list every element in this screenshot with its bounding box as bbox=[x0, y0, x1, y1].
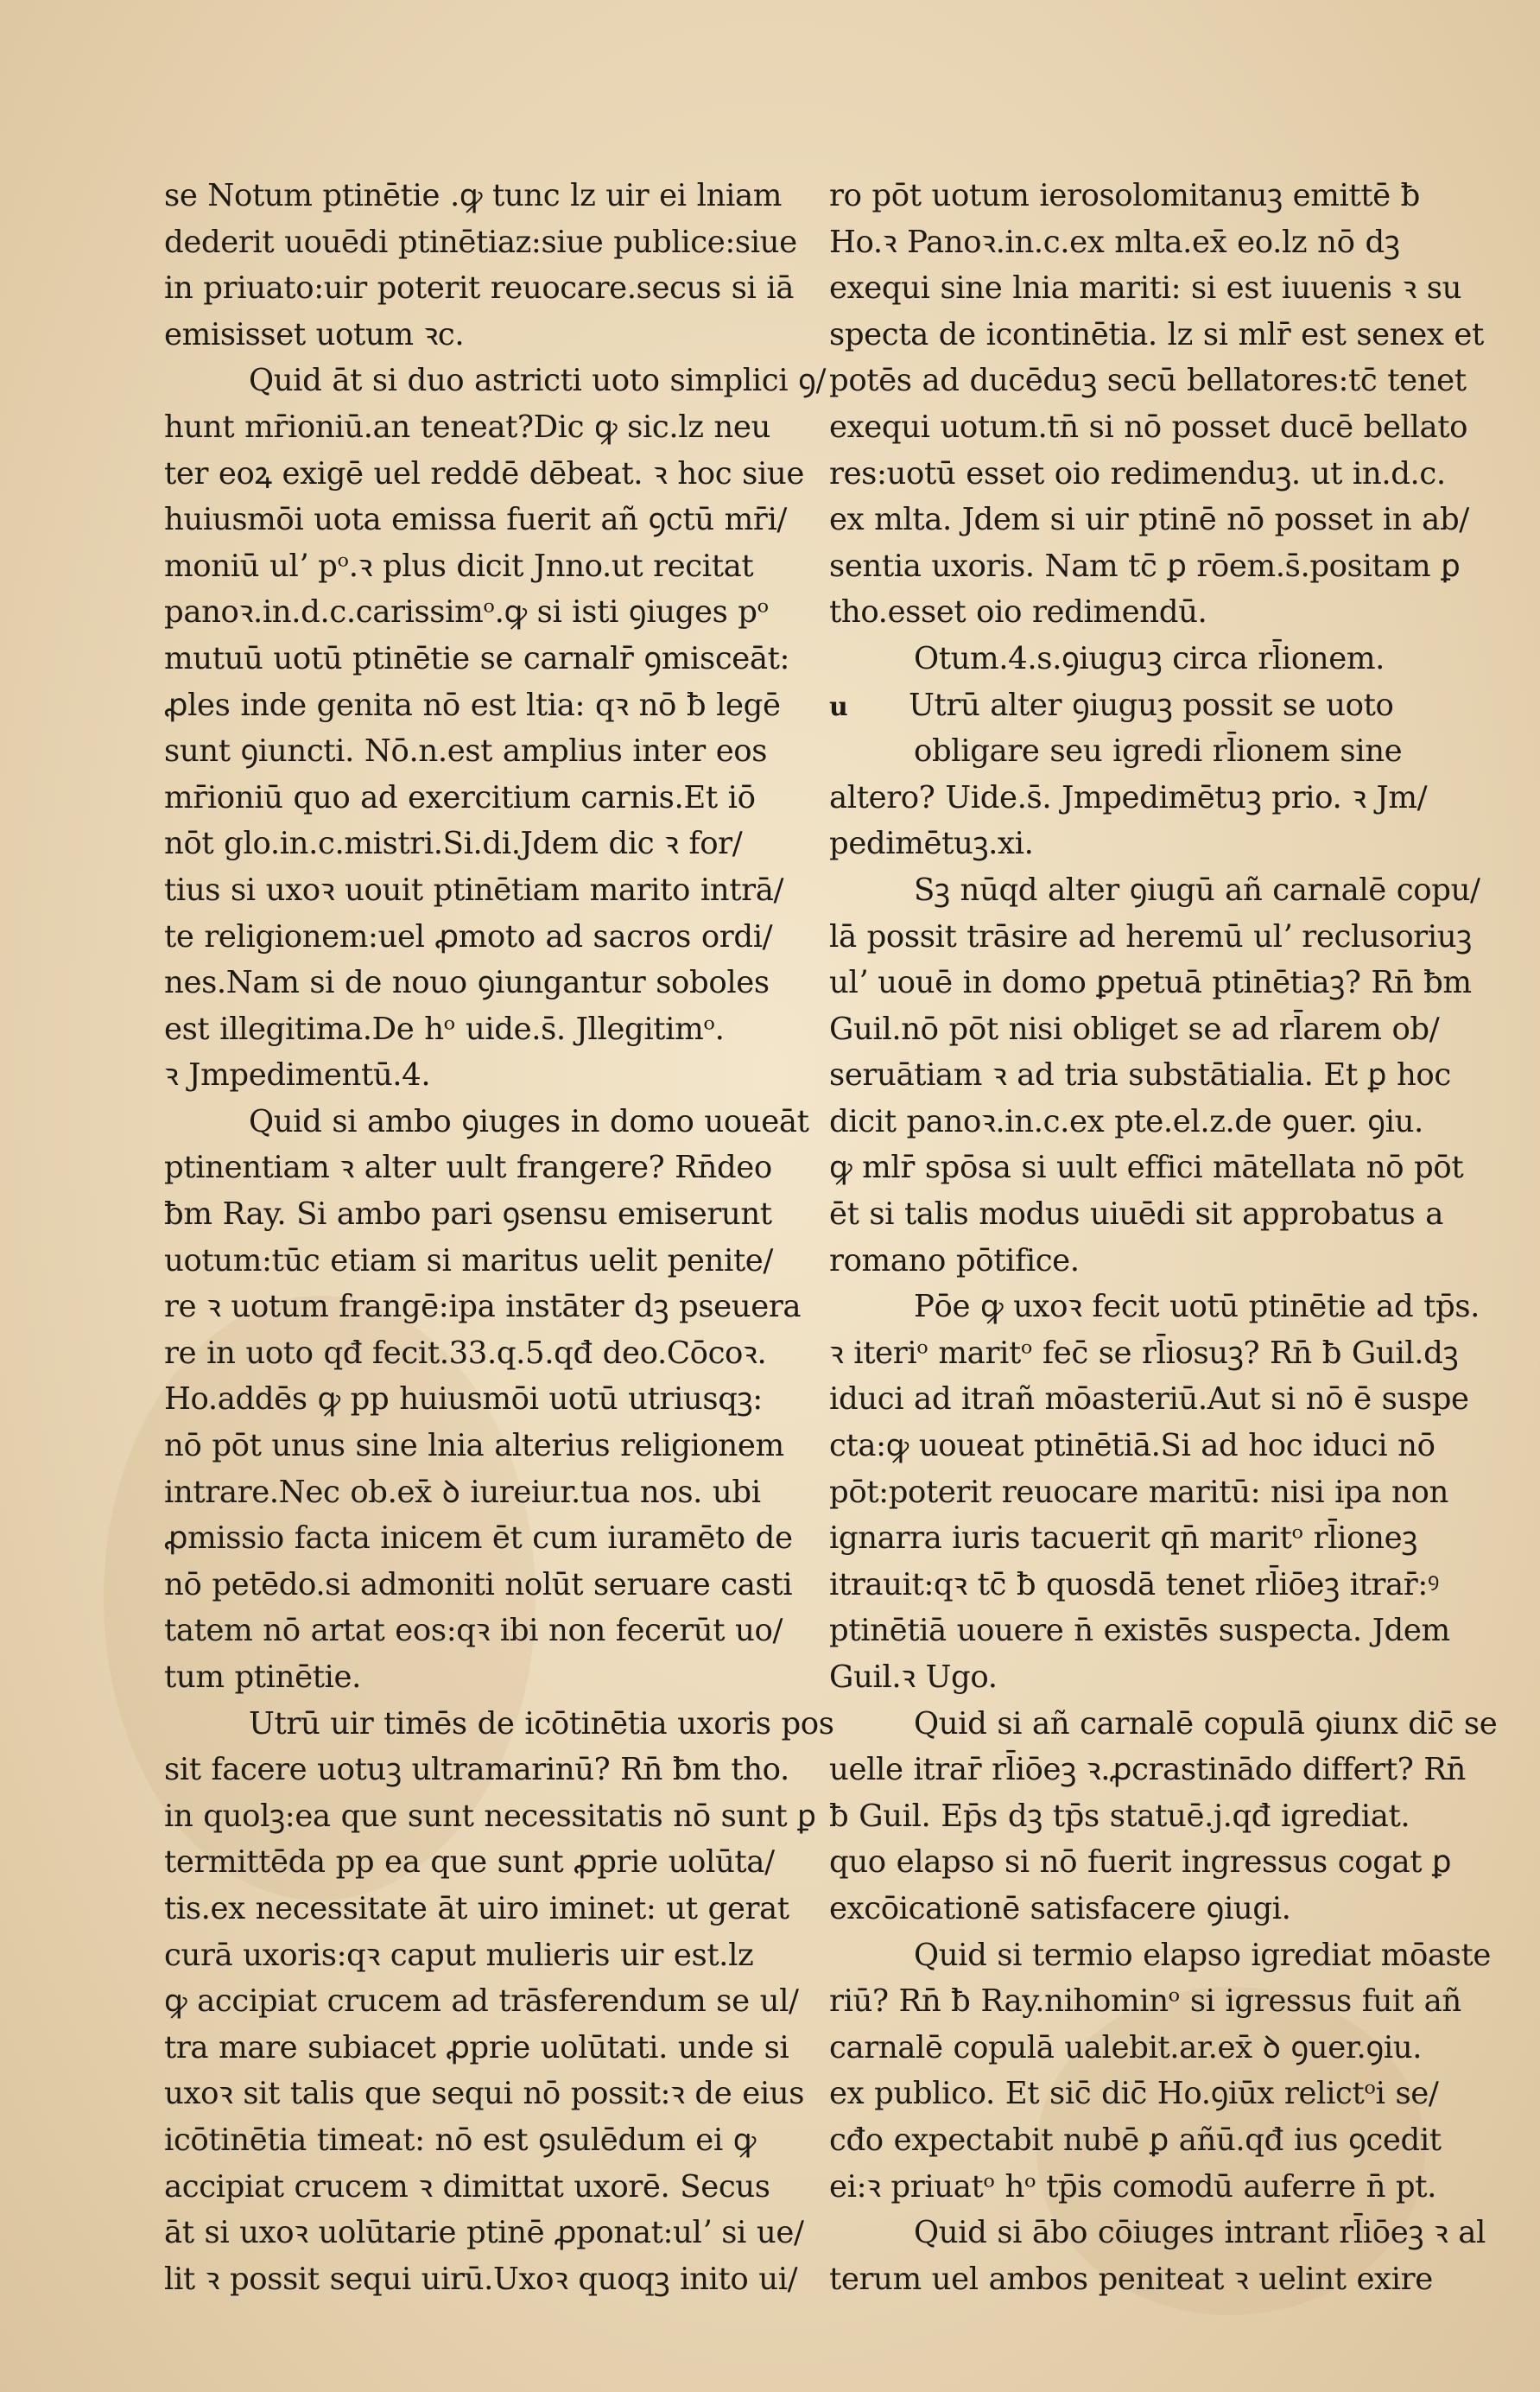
text-line-content: sentia uxoris. Nam tc̄ ꝑ rōem.s̄.positam ꝑ bbox=[829, 548, 1461, 584]
guide-letter: u bbox=[829, 691, 848, 722]
text-line-content: ƀ Guil. Ep̄s dꝫ tp̄s statuē.j.qđ igrediat. bbox=[829, 1798, 1410, 1834]
text-line-content: ei:ꝛ priuatᵒ hᵒ tp̄is comodū auferre n̄ pt. bbox=[829, 2168, 1437, 2205]
text-line-content: obligare seu igredi rl̄ionem sine bbox=[914, 733, 1403, 770]
text-line-content: lit ꝛ possit sequi uirū.Uxoꝛ quoqꝫ inito ui/ bbox=[164, 2261, 798, 2297]
text-line-content: excōicationē satisfacere ꝯiugi. bbox=[829, 1890, 1291, 1926]
text-line-content: itrauit:qꝛ tc̄ ƀ quosdā tenet rl̄iōeꝫ itrar̄:ꝰ bbox=[829, 1566, 1440, 1602]
text-line bbox=[829, 960, 1472, 1006]
text-line-content: re ꝛ uotum frangē:ipa instāter dꝫ pseuera bbox=[164, 1289, 802, 1325]
text-line bbox=[164, 1145, 790, 1191]
text-line-content: romano pōtifice. bbox=[829, 1242, 1080, 1278]
text-line bbox=[164, 1191, 790, 1238]
text-line bbox=[829, 2164, 1437, 2211]
text-line-content: est illegitima.De hᵒ uide.s̄. Jllegitimᵒ. bbox=[164, 1011, 725, 1047]
text-line-content: se Notum ptinētie .ꝙ tunc lz uir ei lniam bbox=[164, 178, 783, 213]
text-line-content: tho.esset oio redimendū. bbox=[829, 594, 1207, 631]
text-line bbox=[164, 543, 790, 590]
text-line bbox=[829, 1654, 1425, 1701]
text-line-content: lā possit trāsire ad heremū ulʼ reclusoriuꝫ bbox=[829, 918, 1472, 955]
text-line-content: mutuū uotū ptinētie se carnalr̄ ꝯmisceāt: bbox=[164, 640, 790, 676]
text-line bbox=[164, 1747, 790, 1793]
text-line-content: ex mlta. Jdem si uir ptinē nō posset in ab/ bbox=[829, 502, 1469, 538]
text-line bbox=[829, 1608, 1450, 1654]
text-line bbox=[829, 404, 1468, 451]
text-line-content: cta:ꝙ uoueat ptinētiā.Si ad hoc iduci nō bbox=[829, 1428, 1435, 1464]
text-line bbox=[829, 265, 1462, 312]
text-line-content: potēs ad ducēduꝫ secū bellatores:tc̄ tenet bbox=[829, 363, 1467, 399]
text-line-content: in quolꝫ:ea que sunt necessitatis nō sunt ꝑ bbox=[164, 1798, 816, 1834]
text-line bbox=[164, 728, 790, 775]
text-line bbox=[164, 775, 790, 822]
text-line-content: Pōe ꝙ uxoꝛ fecit uotū ptinētie ad tp̄s. bbox=[914, 1289, 1480, 1325]
text-line bbox=[164, 1654, 790, 1701]
text-line bbox=[829, 173, 1425, 219]
text-line-content: Quid si ābo cōiuges intrant rl̄iōeꝫ ꝛ al bbox=[914, 2215, 1486, 2251]
text-line bbox=[829, 1376, 1469, 1423]
text-line bbox=[164, 404, 790, 451]
text-line-content: altero? Uide.s̄. Jmpedimētuꝫ prio. ꝛ Jm/ bbox=[829, 779, 1428, 815]
text-line bbox=[829, 1886, 1425, 1932]
text-line bbox=[829, 1145, 1464, 1191]
text-line-content: seruātiam ꝛ ad tria substātialia. Et ꝑ hoc bbox=[829, 1057, 1451, 1094]
text-line bbox=[829, 728, 1425, 775]
text-line-content: riū? Rn̄ ƀ Ray.nihominᵒ si igressus fuit añ bbox=[829, 1983, 1461, 2020]
text-line-content: Utrū uir timēs de icōtinētia uxoris pos bbox=[249, 1705, 834, 1742]
text-line-content: quo elapso si nō fuerit ingressus cogat ꝑ bbox=[829, 1844, 1452, 1881]
text-line bbox=[164, 1515, 793, 1562]
text-line bbox=[164, 2164, 790, 2211]
text-line-content: moniū ulʼ pᵒ.ꝛ plus dicit Jnno.ut recitat bbox=[164, 548, 754, 584]
text-line-content: uelle itrar̄ rl̄iōeꝫ ꝛ.ꝓcrastinādo differt? Rn̄ bbox=[829, 1752, 1467, 1788]
text-line-content: hunt mr̄ioniū.an teneat?Dic ꝙ sic.lz neu bbox=[164, 409, 770, 445]
text-line-content: Guil.nō pōt nisi obliget se ad rl̄arem ob/ bbox=[829, 1011, 1440, 1047]
text-line bbox=[829, 1099, 1425, 1145]
text-line bbox=[164, 1423, 790, 1469]
text-line-content: cđo expectabit nubē ꝑ añū.qđ ius ꝯcedit bbox=[829, 2122, 1442, 2158]
text-line bbox=[829, 589, 1425, 636]
text-line bbox=[164, 2071, 805, 2117]
text-line bbox=[164, 2210, 804, 2256]
text-line bbox=[164, 1562, 793, 1608]
text-line-content: ptinētiā uouere n̄ existēs suspecta. Jdem bbox=[829, 1613, 1450, 1649]
text-line bbox=[164, 1284, 802, 1330]
text-line bbox=[164, 1099, 809, 1145]
text-line-content: Guil.ꝛ Ugo. bbox=[829, 1659, 998, 1695]
text-line-content: ēt si talis modus uiuēdi sit approbatus a bbox=[829, 1196, 1444, 1233]
text-line bbox=[164, 1330, 790, 1377]
text-line bbox=[164, 636, 790, 682]
text-line-content: res:uotū esset oio redimenduꝫ. ut in.d.c. bbox=[829, 455, 1446, 492]
text-line-content: ƀm Ray. Si ambo pari ꝯsensu emiserunt bbox=[164, 1196, 772, 1233]
text-line bbox=[164, 1469, 790, 1516]
text-line-content: ignarra iuris tacuerit qn̄ maritᵒ rl̄ioneꝫ bbox=[829, 1520, 1417, 1557]
text-line-content: iduci ad itrañ mōasteriū.Aut si nō ē suspe bbox=[829, 1381, 1469, 1418]
text-line-content: exequi sine lnia mariti: si est iuuenis ꝛ su bbox=[829, 270, 1462, 307]
text-line-content: specta de icontinētia. lz si mlr̄ est senex et bbox=[829, 316, 1484, 352]
text-line bbox=[164, 219, 797, 266]
text-line bbox=[829, 1515, 1425, 1562]
text-line bbox=[829, 775, 1428, 822]
text-line bbox=[164, 914, 790, 961]
text-line bbox=[164, 1238, 790, 1285]
text-line bbox=[164, 1006, 790, 1053]
text-line bbox=[164, 1932, 790, 1979]
text-line-content: Quid si ambo ꝯiuges in domo uoueāt bbox=[249, 1103, 809, 1139]
text-line bbox=[829, 2256, 1433, 2303]
text-line bbox=[829, 1932, 1491, 1979]
text-line-content: terum uel ambos peniteat ꝛ uelint exire bbox=[829, 2261, 1433, 2297]
text-line-content: Quid si añ carnalē copulā ꝯiunx dic̄ se bbox=[914, 1705, 1498, 1742]
text-line bbox=[829, 1747, 1467, 1793]
text-line bbox=[164, 265, 795, 312]
text-line bbox=[164, 2256, 798, 2303]
text-line-content: dederit uouēdi ptinētiaz:siue publice:siue bbox=[164, 224, 797, 260]
text-line bbox=[829, 1006, 1440, 1053]
text-line-content: te religionem:uel ꝓmoto ad sacros ordi/ bbox=[164, 918, 773, 955]
text-line-content: ex publico. Et sic̄ dic̄ Ho.ꝯiūx relictᵒi se/ bbox=[829, 2076, 1439, 2112]
text-line bbox=[164, 1839, 790, 1886]
text-line-content: nes.Nam si de nouo ꝯiungantur soboles bbox=[164, 965, 770, 1001]
text-line bbox=[164, 867, 790, 914]
text-line-content: huiusmōi uota emissa fuerit añ ꝯctū mr̄i/ bbox=[164, 502, 787, 538]
text-line bbox=[829, 1238, 1425, 1285]
text-line-content: ro pōt uotum ierosolomitanuꝫ emittē ƀ bbox=[829, 178, 1420, 213]
text-line-content: uxoꝛ sit talis que sequi nō possit:ꝛ de eius bbox=[164, 2076, 805, 2112]
text-line-content: Quid si termio elapso igrediat mōaste bbox=[914, 1937, 1491, 1973]
text-line-content: Otum.4.s.ꝯiuguꝫ circa rl̄ionem. bbox=[914, 640, 1385, 676]
text-line-content: Ho.addēs ꝙ pp huiusmōi uotū utriusqꝫ: bbox=[164, 1381, 763, 1418]
text-line bbox=[164, 821, 790, 867]
text-line-content: ꝙ accipiat crucem ad trāsferendum se ul/ bbox=[164, 1983, 799, 2020]
text-line-content: accipiat crucem ꝛ dimittat uxorē. Secus bbox=[164, 2168, 770, 2205]
text-line-content: Utrū alter ꝯiuguꝫ possit se uoto bbox=[909, 687, 1394, 723]
text-line-content: ꝓles inde genita nō est ltia: qꝛ nō ƀ legē bbox=[164, 687, 781, 723]
text-line-content: Quid āt si duo astricti uoto simplici ꝯ/ bbox=[249, 363, 827, 399]
text-line bbox=[829, 867, 1480, 914]
text-line bbox=[829, 636, 1425, 682]
text-line-content: ꝛ iteriᵒ maritᵒ fec̄ se rl̄iosuꝫ? Rn̄ ƀ Guil.dꝫ bbox=[829, 1335, 1459, 1371]
text-line bbox=[829, 914, 1472, 961]
text-line bbox=[164, 2025, 790, 2072]
text-line bbox=[829, 1701, 1498, 1748]
text-line bbox=[164, 1052, 790, 1099]
text-line bbox=[164, 497, 790, 543]
text-line bbox=[164, 2117, 790, 2164]
text-line bbox=[829, 1052, 1451, 1099]
text-line-content: dicit panoꝛ.in.c.ex pte.el.z.de ꝯuer. ꝯiu. bbox=[829, 1103, 1423, 1139]
text-line bbox=[164, 358, 827, 404]
text-line bbox=[829, 1469, 1448, 1516]
text-line-content: re in uoto qđ fecit.33.q.5.qđ deo.Cōcoꝛ. bbox=[164, 1335, 767, 1371]
text-line-content: carnalē copulā ualebit.ar.ex̄ ꝺ ꝯuer.ꝯiu. bbox=[829, 2029, 1423, 2065]
text-line-content: ꝛ Jmpedimentū.4. bbox=[164, 1057, 431, 1094]
text-line bbox=[829, 1793, 1425, 1840]
text-line bbox=[164, 960, 790, 1006]
text-line bbox=[164, 1376, 790, 1423]
text-line bbox=[829, 1839, 1452, 1886]
text-line-content: tum ptinētie. bbox=[164, 1659, 362, 1695]
text-line bbox=[829, 543, 1461, 590]
text-line bbox=[164, 312, 790, 358]
text-line-content: sunt ꝯiuncti. Nō.n.est amplius inter eos bbox=[164, 733, 768, 770]
text-line-content: uotum:tūc etiam si maritus uelit penite/ bbox=[164, 1242, 773, 1278]
text-line-content: tatem nō artat eos:qꝛ ibi non fecerūt uo/ bbox=[164, 1613, 783, 1649]
text-line-content: sit facere uotuꝫ ultramarinū? Rn̄ ƀm tho. bbox=[164, 1752, 789, 1788]
text-line-content: tis.ex necessitate āt uiro iminet: ut gerat bbox=[164, 1890, 789, 1926]
text-line-content: nō petēdo.si admoniti nolūt seruare casti bbox=[164, 1566, 793, 1602]
text-line bbox=[829, 2025, 1425, 2072]
text-line bbox=[829, 1423, 1435, 1469]
text-line-content: panoꝛ.in.d.c.carissimᵒ.ꝙ si isti ꝯiuges pᵒ bbox=[164, 594, 769, 631]
text-line bbox=[829, 451, 1446, 498]
text-line-content: tra mare subiacet ꝓprie uolūtati. unde si bbox=[164, 2029, 789, 2065]
text-line-content: ter eoꝝ exigē uel reddē dēbeat. ꝛ hoc siue bbox=[164, 455, 804, 492]
text-line-content: ulʼ uouē in domo ꝑpetuā ptinētiaꝫ? Rn̄ ƀm bbox=[829, 965, 1472, 1001]
text-line-content: ꝓmissio facta inicem ēt cum iuramēto de bbox=[164, 1520, 793, 1557]
text-line bbox=[829, 358, 1467, 404]
text-line bbox=[829, 1978, 1461, 2025]
text-line bbox=[164, 1886, 790, 1932]
text-line-content: curā uxoris:qꝛ caput mulieris uir est.lz bbox=[164, 1937, 754, 1973]
text-line-content: ꝙ mlr̄ spōsa si uult effici mātellata nō pōt bbox=[829, 1150, 1464, 1186]
text-line-content: icōtinētia timeat: nō est ꝯsulēdum ei ꝙ bbox=[164, 2122, 756, 2158]
text-line-content: mr̄ioniū quo ad exercitium carnis.Et iō bbox=[164, 779, 756, 815]
text-line bbox=[829, 497, 1469, 543]
text-line-content: emisisset uotum ꝛc. bbox=[164, 316, 465, 352]
text-line-content: Sꝫ nūqd alter ꝯiugū añ carnalē copu/ bbox=[914, 872, 1480, 908]
text-line bbox=[829, 2210, 1486, 2256]
text-line bbox=[164, 1978, 799, 2025]
text-line bbox=[829, 2071, 1439, 2117]
text-line bbox=[164, 173, 790, 219]
text-line-content: ptinentiam ꝛ alter uult frangere? Rn̄deo bbox=[164, 1150, 772, 1186]
text-line-content: intrare.Nec ob.ex̄ ꝺ iureiur.tua nos. ubi bbox=[164, 1474, 761, 1510]
text-line-content: termittēda pp ea que sunt ꝓprie uolūta/ bbox=[164, 1844, 775, 1881]
text-line-content: in priuato:uir poterit reuocare.secus si iā bbox=[164, 270, 795, 307]
text-line bbox=[164, 589, 790, 636]
text-line-content: exequi uotum.tn̄ si nō posset ducē bellato bbox=[829, 409, 1468, 445]
text-line bbox=[164, 1701, 834, 1748]
text-line bbox=[164, 1608, 790, 1654]
text-line-content: nō pōt unus sine lnia alterius religionem bbox=[164, 1428, 784, 1464]
text-line bbox=[164, 1793, 816, 1840]
text-line-content: pōt:poterit reuocare maritū: nisi ipa non bbox=[829, 1474, 1448, 1510]
text-line-content: āt si uxoꝛ uolūtarie ptinē ꝓponat:ulʼ si ue/ bbox=[164, 2215, 804, 2251]
text-line-content: pedimētuꝫ.xi. bbox=[829, 826, 1034, 862]
text-line bbox=[829, 219, 1425, 266]
text-line bbox=[829, 1284, 1480, 1330]
text-line bbox=[829, 1562, 1440, 1608]
text-line-content: nōt glo.in.c.mistri.Si.di.Jdem dic ꝛ for/ bbox=[164, 826, 743, 862]
right-text-column bbox=[829, 173, 1498, 2302]
text-line bbox=[829, 312, 1484, 358]
text-line bbox=[829, 1330, 1459, 1377]
text-line bbox=[829, 821, 1425, 867]
text-line-content: Ho.ꝛ Panoꝛ.in.c.ex mlta.ex̄ eo.lz nō dꝫ bbox=[829, 224, 1400, 260]
text-line bbox=[829, 682, 1425, 729]
text-line bbox=[164, 451, 804, 498]
left-text-column bbox=[164, 173, 834, 2302]
text-line bbox=[829, 2117, 1442, 2164]
text-line bbox=[829, 1191, 1444, 1238]
text-line bbox=[164, 682, 790, 729]
text-line-content: tius si uxoꝛ uouit ptinētiam marito intrā/ bbox=[164, 872, 784, 908]
